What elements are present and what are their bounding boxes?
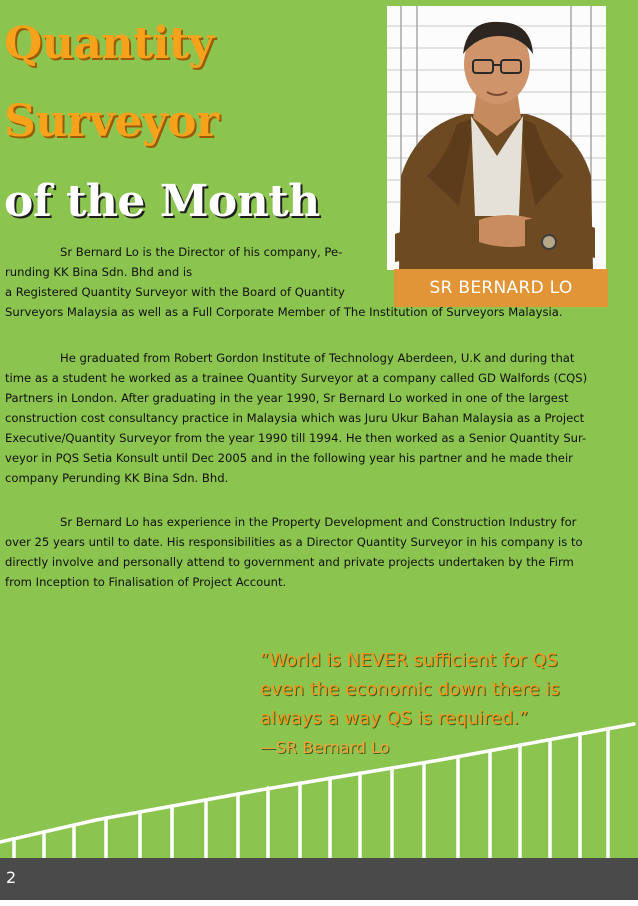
title-line-surveyor: Surveyor: [4, 96, 219, 147]
quote-author: —SR Bernard Lo: [260, 738, 390, 757]
title-line-quantity: Quantity: [4, 18, 214, 69]
text-line: Sr Bernard Lo has experience in the Property Development and Construction Industry for: [60, 515, 577, 529]
quote-line: even the economic down there is: [260, 679, 560, 700]
text-line: directly involve and personally attend to government and private projects undertaken by the Firm: [5, 555, 574, 569]
text-line: time as a student he worked as a trainee Quantity Surveyor at a company called GD Walfords (CQS): [5, 371, 588, 385]
text-line: Surveyors Malaysia as well as a Full Corporate Member of The Institution of Surveyors Malaysia.: [5, 305, 563, 319]
text-line: Sr Bernard Lo is the Director of his company, Pe-: [60, 245, 343, 259]
text-line: Executive/Quantity Surveyor from the year 1990 till 1994. He then worked as a Senior Quantity Sur-: [5, 431, 587, 445]
text-line: runding KK Bina Sdn. Bhd and is: [5, 265, 193, 279]
text-line: a Registered Quantity Surveyor with the Board of Quantity: [5, 285, 345, 299]
text-line: over 25 years until to date. His responsibilities as a Director Quantity Surveyor in his company is to: [5, 535, 583, 549]
page-number: 2: [6, 868, 17, 887]
text-line: construction cost consultancy practice in Malaysia which was Juru Ukur Bahan Malaysia as a Project: [5, 411, 585, 425]
text-line: Partners in London. After graduating in the year 1990, Sr Bernard Lo worked in one of the largest: [5, 391, 569, 405]
name-banner: SR BERNARD LO: [394, 269, 608, 307]
quote-line: “World is NEVER sufficient for QS: [260, 650, 558, 671]
text-line: from Inception to Finalisation of Project Account.: [5, 575, 287, 589]
quote-line: always a way QS is required.”: [260, 708, 529, 729]
text-line: company Perunding KK Bina Sdn. Bhd.: [5, 471, 229, 485]
page-footer: [0, 858, 638, 900]
title-line-of-the-month: of the Month: [4, 176, 320, 227]
text-line: veyor in PQS Setia Konsult until Dec 2005 and in the following year his partner and he made their: [5, 451, 573, 465]
text-line: He graduated from Robert Gordon Institute of Technology Aberdeen, U.K and during that: [60, 351, 575, 365]
